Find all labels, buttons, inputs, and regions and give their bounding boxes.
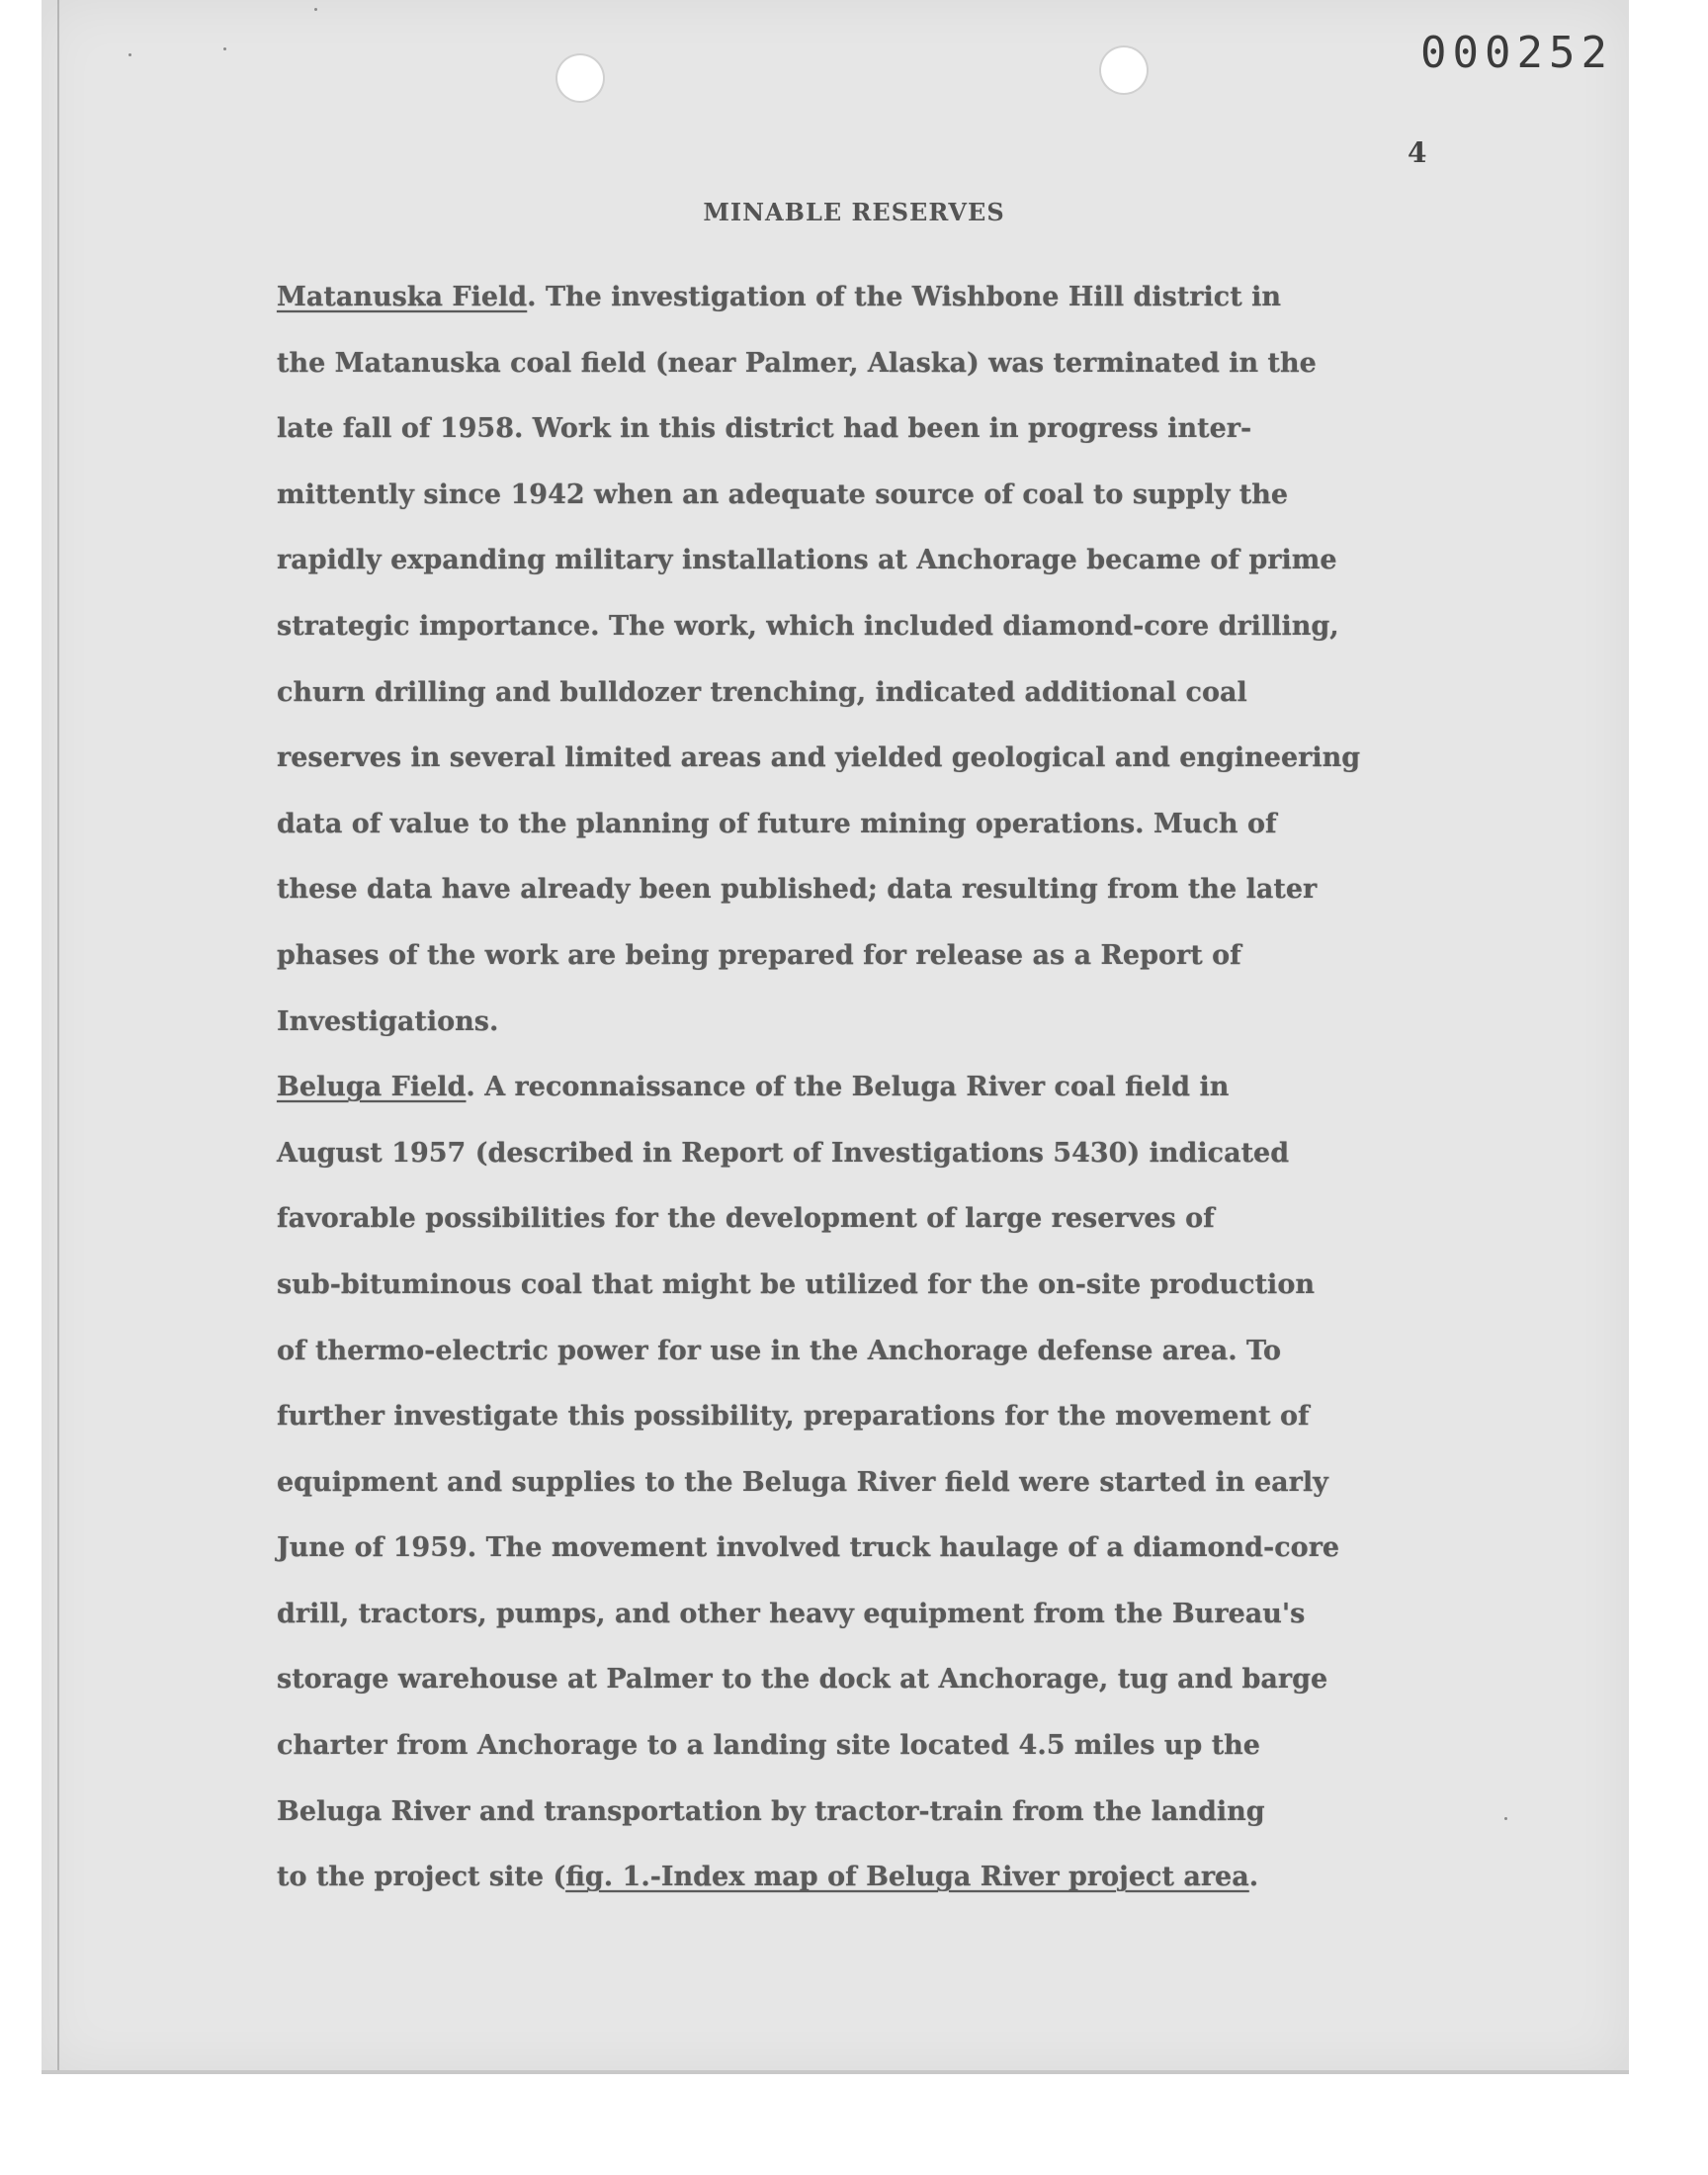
paragraph-beluga-field xyxy=(277,1055,1502,1911)
text-line: storage warehouse at Palmer to the dock at Anchorage, tug and barge xyxy=(277,1664,1328,1696)
run-in-heading-beluga-field: Beluga Field xyxy=(277,1072,467,1103)
text-line: Beluga Field. A reconnaissance of the Beluga River coal field in xyxy=(277,1072,1230,1103)
text-line: sub-bituminous coal that might be utilized for the on-site production xyxy=(277,1268,1315,1300)
text-line: rapidly expanding military installations at Anchorage became of prime xyxy=(277,545,1337,576)
figure-reference: fig. 1.-Index map of Beluga River project area xyxy=(565,1862,1249,1893)
scan-speck xyxy=(1504,1817,1507,1820)
text-line: Beluga River and transportation by tractor-train from the landing xyxy=(277,1795,1265,1827)
text-line: strategic importance. The work, which included diamond-core drilling, xyxy=(277,610,1339,642)
text-line: charter from Anchorage to a landing site located 4.5 miles up the xyxy=(277,1730,1260,1762)
run-in-heading-matanuska-field: Matanuska Field xyxy=(277,282,528,312)
text-line: Matanuska Field. The investigation of the Wishbone Hill district in xyxy=(277,282,1281,312)
text-line: data of value to the planning of future mining operations. Much of xyxy=(277,808,1277,839)
text-line: Investigations. xyxy=(277,1005,499,1037)
text-line: late fall of 1958. Work in this district had been in progress inter- xyxy=(277,413,1252,445)
text-line: churn drilling and bulldozer trenching, indicated additional coal xyxy=(277,676,1247,708)
body-text xyxy=(277,265,1502,1911)
text-line: to the project site (fig. 1.-Index map of Beluga River project area. xyxy=(277,1862,1259,1893)
text-line: these data have already been published; data resulting from the later xyxy=(277,874,1318,906)
punch-hole-right xyxy=(1101,47,1147,93)
scan-speck xyxy=(223,47,226,50)
text-line: drill, tractors, pumps, and other heavy equipment from the Bureau's xyxy=(277,1598,1306,1629)
scan-shadow-edge xyxy=(57,0,59,2074)
text-line: June of 1959. The movement involved truck haulage of a diamond-core xyxy=(277,1532,1340,1564)
text-line: of thermo-electric power for use in the Anchorage defense area. To xyxy=(277,1335,1282,1366)
text-line: favorable possibilities for the development of large reserves of xyxy=(277,1203,1215,1235)
scan-speck xyxy=(128,53,131,56)
punch-hole-left xyxy=(557,55,603,101)
text-line: equipment and supplies to the Beluga River field were started in early xyxy=(277,1466,1328,1498)
scan-speck xyxy=(314,8,317,11)
text-line: further investigate this possibility, preparations for the movement of xyxy=(277,1401,1310,1433)
section-heading: MINABLE RESERVES xyxy=(703,198,1005,226)
paragraph-matanuska-field xyxy=(277,265,1502,1055)
scan-bottom-edge xyxy=(42,2070,1629,2074)
text-line: mittently since 1942 when an adequate source of coal to supply the xyxy=(277,478,1289,510)
text-line: reserves in several limited areas and yielded geological and engineering xyxy=(277,742,1361,774)
text-line: phases of the work are being prepared for release as a Report of xyxy=(277,939,1241,971)
page-number: 4 xyxy=(1408,136,1427,169)
text-line: August 1957 (described in Report of Investigations 5430) indicated xyxy=(277,1137,1290,1169)
document-control-number: 000252 xyxy=(1420,28,1613,78)
text-line: the Matanuska coal field (near Palmer, Alaska) was terminated in the xyxy=(277,347,1317,379)
